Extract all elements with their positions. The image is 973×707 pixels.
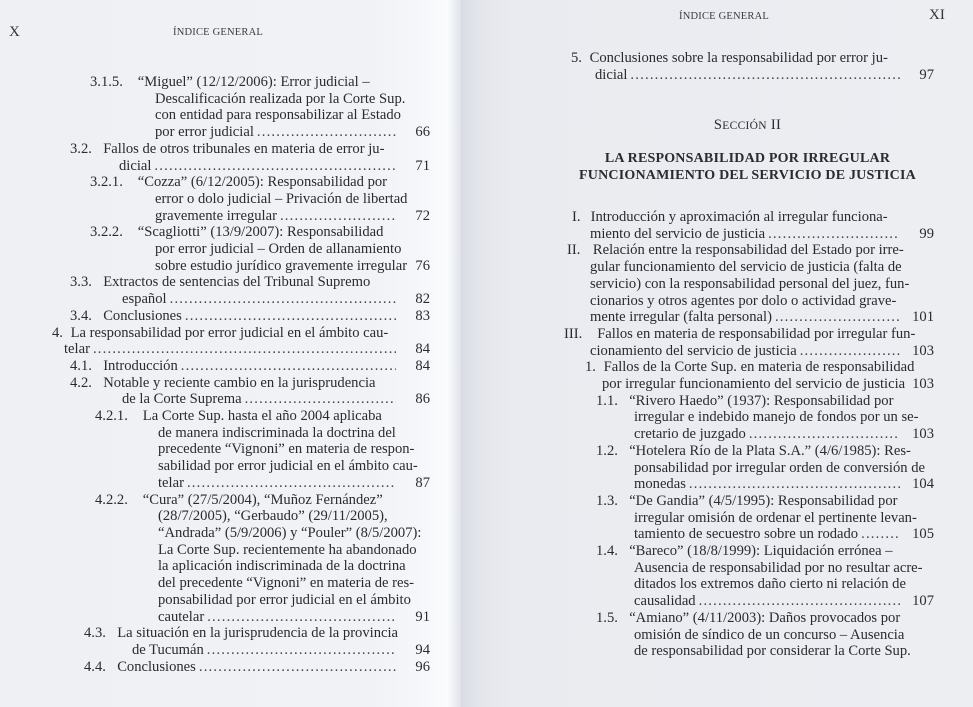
toc-entry-text: Fallos de la Corte Sup. en materia de responsabilidad [603,359,915,376]
running-head-right: ÍNDICE GENERAL [679,11,769,22]
toc-entry-page-number: 103 [912,342,934,359]
toc-entry[interactable] [52,375,430,408]
toc-entry[interactable] [564,242,934,326]
toc-entry-text: telar [64,341,90,358]
dot-leader [181,358,396,375]
dot-leader [749,426,900,443]
toc-entry-text: monedas [634,476,686,493]
toc-entry-number: I. [572,209,581,225]
toc-entry-text: (28/7/2005), “Gerbaudo” (29/11/2005), [158,508,388,525]
toc-entry-number: III. [564,325,583,342]
toc-entry-text: por irregular funcionamiento del servicio de justicia [602,376,906,393]
toc-list-right [564,209,934,660]
toc-entry[interactable] [52,408,430,492]
toc-entry-text: Relación entre la responsabilidad del Estado por irre- [592,242,904,259]
toc-entry-text: cautelar [158,608,205,625]
toc-entry-number: II. [567,242,581,259]
section-label [461,117,973,134]
toc-entry[interactable] [52,141,430,174]
toc-entry-text: por error judicial [155,124,254,141]
toc-entry-text: irregular e indebido manejo de fondos por un se- [634,409,919,426]
toc-entry-number: 5. [571,50,582,66]
toc-entry-text: dicial [119,157,152,174]
toc-entry-page-number: 97 [919,66,934,83]
toc-list-left [52,74,430,675]
toc-entry-number: 3.2.2. [90,224,123,241]
toc-entry-text: causalidad [634,593,696,610]
dot-leader [800,343,900,360]
toc-entry-text: Descalificación realizada por la Corte Sup. [155,90,406,107]
toc-entry-number: 4.2.1. [95,408,128,425]
toc-entry-text: cretario de juzgado [634,426,746,443]
toc-entry-number: 1.1. [596,392,618,409]
toc-entry-number: 4.2.2. [95,491,128,508]
toc-entry-text: español [122,291,167,308]
toc-entry-text: Conclusiones [117,658,196,675]
toc-entry-text: miento del servicio de justicia [590,225,766,242]
running-head-left: ÍNDICE GENERAL [173,27,263,38]
toc-entry-text: de responsabilidad por considerar la Corte Sup. [634,643,911,660]
toc-entry-text: sabilidad por error judicial en el ámbito cau- [158,458,418,475]
toc-entry[interactable] [564,493,934,543]
toc-entry-number: 3.1.5. [90,74,123,90]
toc-entry-text: “Miguel” (12/12/2006): Error judicial – [137,74,370,90]
toc-entry-text: Fallos de otros tribunales en materia de error ju- [103,140,385,157]
toc-entry-page-number: 103 [912,426,934,443]
toc-entry-text: error o dolo judicial – Privación de libertad [155,190,408,207]
toc-entry[interactable] [52,358,430,375]
toc-entry-text: por error judicial – Orden de allanamiento [155,241,402,258]
toc-entry-page-number: 107 [912,593,934,610]
toc-entry-number: 4.3. [84,625,106,642]
toc-entry[interactable] [52,308,430,325]
toc-entry-number: 3.2. [70,140,92,157]
toc-entry-number: 3.3. [70,274,92,291]
section-word-rest: ECCIÓN [722,120,767,132]
toc-entry-number: 3.4. [70,307,92,324]
toc-entry-text: telar [158,474,184,491]
toc-entry-number: 4.4. [84,658,106,675]
toc-entry-text: “Cura” (27/5/2004), “Muñoz Fernández” [142,491,383,508]
toc-entry-text: ditados los extremos daño cierto ni relación de [634,576,906,593]
toc-entry-number: 1. [585,359,596,376]
toc-entry-page-number: 83 [415,307,430,324]
toc-entry-page-number: 87 [415,474,430,491]
toc-entry-text: omisión de síndico de un concurso – Ausencia [634,626,905,643]
toc-entry-page-number: 84 [415,341,430,358]
dot-leader [630,67,900,84]
dot-leader [207,609,396,626]
toc-entry[interactable] [564,543,934,610]
toc-entry-page-number: 103 [912,376,934,393]
dot-leader [187,475,396,492]
toc-entry-text: gravemente irregular [155,207,277,224]
section-title-line: FUNCIONAMIENTO DEL SERVICIO DE JUSTICIA [579,168,916,183]
left-page [0,0,461,707]
right-page [461,0,973,707]
toc-entry-text: tamiento de secuestro sobre un rodado [634,526,859,543]
toc-entry-page-number: 101 [912,309,934,326]
toc-entry[interactable] [52,74,430,141]
toc-entry-number: 3.2.1. [90,174,123,191]
toc-entry-text: servicio) con la responsabilidad personal del juez, fun- [590,275,910,292]
toc-entry-page-number: 91 [415,608,430,625]
toc-entry[interactable] [52,492,430,626]
toc-entry[interactable] [571,50,934,83]
toc-entry-text: Conclusiones [103,307,182,324]
toc-entry[interactable] [52,625,430,658]
toc-entry-text: La responsabilidad por error judicial en el ámbito cau- [70,324,389,341]
toc-entry-page-number: 84 [415,357,430,374]
toc-entry-page-number: 104 [912,476,934,493]
toc-entry-text: dicial [595,66,628,83]
section-numeral: II [770,117,782,133]
toc-entry-text: “Rivero Haedo” (1937): Responsabilidad por [629,392,894,409]
dot-leader [257,124,396,141]
toc-entry[interactable] [564,359,934,392]
toc-entry[interactable] [52,224,430,274]
toc-entry-text: “Amiano” (4/11/2003): Daños provocados por [629,609,901,626]
toc-entry-page-number: 105 [912,526,934,543]
toc-entry-text: precedente “Vignoni” en materia de respon- [158,441,415,458]
toc-entry-text: La situación en la jurisprudencia de la provincia [117,625,399,642]
toc-entry-text: ponsabilidad por irregular orden de conversión de [634,459,925,476]
toc-entry-text: sobre estudio jurídico gravemente irregular [155,257,408,274]
toc-entry[interactable] [564,326,934,359]
toc-entry-number: 4. [52,324,63,341]
dot-leader [170,291,396,308]
toc-entry-text: Notable y reciente cambio en la jurisprudencia [103,374,376,391]
toc-entry-number: 1.4. [596,543,618,560]
section-title [561,150,934,184]
dot-leader [699,593,900,610]
page-number-left: X [9,24,20,40]
toc-entry-page-number: 99 [919,225,934,242]
toc-entry-text: del precedente “Vignoni” en materia de res- [158,575,415,592]
dot-leader [245,391,396,408]
toc-entry-page-number: 71 [415,157,430,174]
page-number-right: XI [929,7,945,23]
toc-top-entry [571,50,934,83]
toc-entry[interactable] [564,393,934,443]
toc-entry-text: “Cozza” (6/12/2005): Responsabilidad por [137,174,388,191]
toc-entry-text: Conclusiones sobre la responsabilidad por error ju- [589,50,888,66]
toc-entry-text: de manera indiscriminada la doctrina del [158,424,396,441]
toc-entry-text: “Bareco” (18/8/1999): Liquidación errónea – [629,543,893,560]
toc-entry-text: “Scagliotti” (13/9/2007): Responsabilidad [137,224,384,241]
toc-entry[interactable] [564,443,934,493]
toc-entry-text: Introducción [103,357,178,374]
toc-entry-text: de la Corte Suprema [122,391,242,408]
toc-entry[interactable] [52,174,430,224]
toc-entry-page-number: 76 [415,257,430,274]
dot-leader [199,659,396,676]
dot-leader [154,158,396,175]
dot-leader [775,309,900,326]
toc-entry-page-number: 96 [415,658,430,675]
toc-entry-text: ponsabilidad por error judicial en el ámbito [158,591,411,608]
toc-entry-text: “De Gandia” (4/5/1995): Responsabilidad por [629,492,898,509]
toc-entry-text: con entidad para responsabilizar al Estado [155,107,401,124]
toc-entry-text: La Corte Sup. hasta el año 2004 aplicaba [142,408,382,425]
toc-entry-text: de Tucumán [132,641,204,658]
toc-entry-text: Fallos en materia de responsabilidad por irregular fun- [597,325,916,342]
dot-leader [861,526,900,543]
dot-leader [93,341,396,358]
toc-entry[interactable] [564,209,934,242]
toc-entry-page-number: 66 [415,124,430,141]
toc-entry-text: “Andrada” (5/9/2006) y “Pouler” (8/5/2007): [158,524,422,541]
toc-entry[interactable] [52,325,430,358]
section-title-line: LA RESPONSABILIDAD POR IRREGULAR [604,151,891,166]
toc-entry-text: Extractos de sentencias del Tribunal Supremo [103,274,371,291]
toc-entry[interactable] [52,659,430,676]
toc-entry-text: “Hotelera Río de la Plata S.A.” (4/6/1985): Res- [629,442,911,459]
toc-entry-text: cionarios y otros agentes por dolo o actividad grave- [590,292,897,309]
toc-entry-number: 1.5. [596,609,618,626]
toc-entry-text: gular funcionamiento del servicio de justicia (falta de [590,259,902,276]
toc-entry-number: 4.2. [70,374,92,391]
toc-entry-text: Introducción y aproximación al irregular funciona- [590,209,888,225]
section-word-initial: S [713,117,723,133]
dot-leader [689,476,900,493]
toc-entry-text: La Corte Sup. recientemente ha abandonado [158,541,417,558]
toc-entry-page-number: 82 [415,291,430,308]
dot-leader [207,642,396,659]
toc-entry-page-number: 94 [415,641,430,658]
toc-entry[interactable] [564,610,934,660]
toc-entry-number: 1.2. [596,442,618,459]
toc-entry-page-number: 72 [415,207,430,224]
dot-leader [768,226,900,243]
dot-leader [280,208,396,225]
toc-entry-number: 1.3. [596,492,618,509]
toc-entry[interactable] [52,274,430,307]
toc-entry-text: la aplicación indiscriminada de la doctrina [158,558,406,575]
toc-entry-text: irregular omisión de ordenar el pertinente levan- [634,509,917,526]
toc-entry-number: 4.1. [70,357,92,374]
toc-entry-text: cionamiento del servicio de justicia [590,342,797,359]
toc-entry-text: Ausencia de responsabilidad por no resultar acre- [634,559,923,576]
toc-entry-page-number: 86 [415,391,430,408]
dot-leader [185,308,396,325]
toc-entry-text: mente irregular (falta personal) [590,309,772,326]
